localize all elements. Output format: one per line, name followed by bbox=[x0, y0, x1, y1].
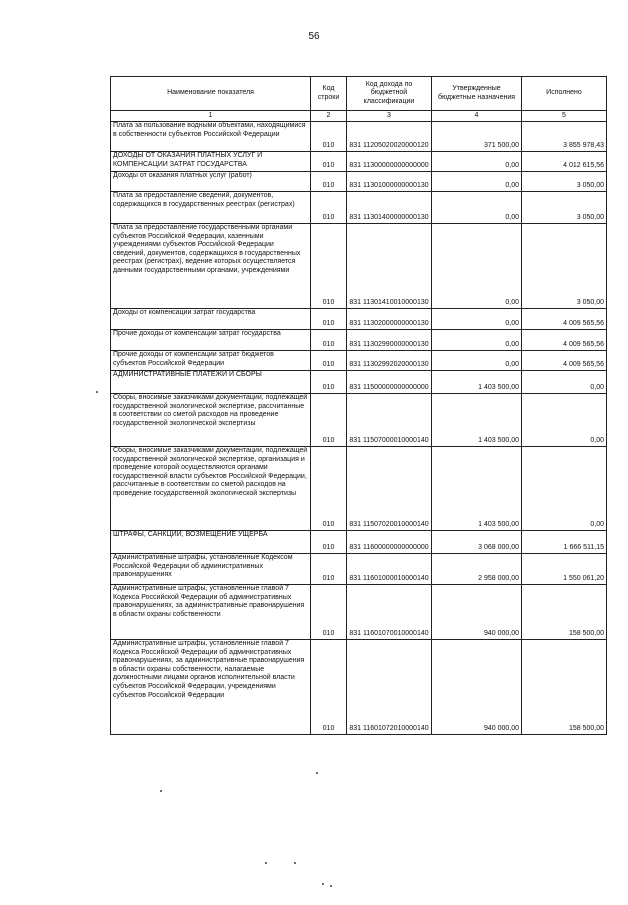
row-code: 010 bbox=[311, 330, 347, 351]
row-name: Плата за пользование водными объектами, находящимися в собственности субъектов Российской Федерации bbox=[111, 122, 311, 152]
row-income-code: 831 11205020020000120 bbox=[347, 122, 432, 152]
column-number-row bbox=[111, 111, 607, 122]
table-row bbox=[111, 371, 607, 394]
row-income-code: 831 11302990000000130 bbox=[347, 330, 432, 351]
table-header-row bbox=[111, 77, 607, 111]
row-income-code: 831 11507000010000140 bbox=[347, 394, 432, 447]
budget-table bbox=[110, 76, 607, 735]
table-row bbox=[111, 309, 607, 330]
row-income-code: 831 11301000000000130 bbox=[347, 172, 432, 192]
row-name: Плата за предоставление сведений, документов, содержащихся в государственных реестрах (регистрах) bbox=[111, 192, 311, 224]
table-row bbox=[111, 585, 607, 640]
column-number: 5 bbox=[522, 111, 607, 122]
row-approved: 0,00 bbox=[432, 172, 522, 192]
row-code: 010 bbox=[311, 122, 347, 152]
row-approved: 0,00 bbox=[432, 351, 522, 371]
page-number: 56 bbox=[308, 31, 320, 42]
row-name: ДОХОДЫ ОТ ОКАЗАНИЯ ПЛАТНЫХ УСЛУГ И КОМПЕНСАЦИИ ЗАТРАТ ГОСУДАРСТВА bbox=[111, 152, 311, 172]
row-income-code: 831 11301410010000130 bbox=[347, 224, 432, 309]
header-approved: Утвержденные бюджетные назначения bbox=[432, 77, 522, 111]
header-name: Наименование показателя bbox=[111, 77, 311, 111]
table-row bbox=[111, 640, 607, 735]
row-income-code: 831 11300000000000000 bbox=[347, 152, 432, 172]
table-row bbox=[111, 224, 607, 309]
row-approved: 0,00 bbox=[432, 309, 522, 330]
row-income-code: 831 11500000000000000 bbox=[347, 371, 432, 394]
row-executed: 0,00 bbox=[522, 394, 607, 447]
row-name: Плата за предоставление государственными органами субъектов Российской Федерации, казенными учреждениями субъектов Российской Федерации сведений, документов, содержащихся в государственных реестрах (регистрах), ведение которых осуществляется данными государственными органами, учреждениями bbox=[111, 224, 311, 309]
row-income-code: 831 11302000000000130 bbox=[347, 309, 432, 330]
row-approved: 940 000,00 bbox=[432, 585, 522, 640]
row-name: Административные штрафы, установленные главой 7 Кодекса Российской Федерации об административных правонарушениях, за административные правонарушения в области охраны собственности bbox=[111, 585, 311, 640]
table-row bbox=[111, 554, 607, 585]
row-approved: 940 000,00 bbox=[432, 640, 522, 735]
header-row-code: Код строки bbox=[311, 77, 347, 111]
row-executed: 3 050,00 bbox=[522, 224, 607, 309]
row-name: Прочие доходы от компенсации затрат бюджетов субъектов Российской Федерации bbox=[111, 351, 311, 371]
table-row bbox=[111, 152, 607, 172]
row-income-code: 831 11507020010000140 bbox=[347, 447, 432, 531]
row-code: 010 bbox=[311, 394, 347, 447]
row-executed: 4 012 615,56 bbox=[522, 152, 607, 172]
scan-speck bbox=[96, 391, 98, 393]
table-row bbox=[111, 330, 607, 351]
row-executed: 3 050,00 bbox=[522, 192, 607, 224]
row-approved: 371 500,00 bbox=[432, 122, 522, 152]
row-name: Прочие доходы от компенсации затрат государства bbox=[111, 330, 311, 351]
row-executed: 0,00 bbox=[522, 371, 607, 394]
row-executed: 158 500,00 bbox=[522, 640, 607, 735]
header-executed: Исполнено bbox=[522, 77, 607, 111]
row-executed: 1 550 061,20 bbox=[522, 554, 607, 585]
column-number: 2 bbox=[311, 111, 347, 122]
row-executed: 4 009 565,56 bbox=[522, 351, 607, 371]
row-name: Административные штрафы, установленные Кодексом Российской Федерации об административных правонарушениях bbox=[111, 554, 311, 585]
row-executed: 3 855 978,43 bbox=[522, 122, 607, 152]
row-name: ШТРАФЫ, САНКЦИИ, ВОЗМЕЩЕНИЕ УЩЕРБА bbox=[111, 531, 311, 554]
row-approved: 0,00 bbox=[432, 330, 522, 351]
row-executed: 158 500,00 bbox=[522, 585, 607, 640]
row-income-code: 831 11601070010000140 bbox=[347, 585, 432, 640]
row-approved: 0,00 bbox=[432, 152, 522, 172]
row-code: 010 bbox=[311, 172, 347, 192]
row-approved: 0,00 bbox=[432, 224, 522, 309]
row-code: 010 bbox=[311, 531, 347, 554]
row-name: Доходы от оказания платных услуг (работ) bbox=[111, 172, 311, 192]
row-income-code: 831 11601072010000140 bbox=[347, 640, 432, 735]
row-executed: 4 009 565,56 bbox=[522, 330, 607, 351]
row-code: 010 bbox=[311, 192, 347, 224]
table-row bbox=[111, 192, 607, 224]
column-number: 3 bbox=[347, 111, 432, 122]
header-income-code: Код дохода по бюджетной классификации bbox=[347, 77, 432, 111]
row-name: Административные штрафы, установленные главой 7 Кодекса Российской Федерации об административных правонарушениях, за административные правонарушения в области охраны собственности, налагаемые должностными лицами органов исполнительной власти субъектов Российской Федерации, учреждениями субъектов Российской Федерации bbox=[111, 640, 311, 735]
table-row bbox=[111, 394, 607, 447]
row-executed: 1 666 511,15 bbox=[522, 531, 607, 554]
scan-speck bbox=[330, 885, 332, 887]
row-code: 010 bbox=[311, 351, 347, 371]
row-executed: 4 009 565,56 bbox=[522, 309, 607, 330]
row-income-code: 831 11301400000000130 bbox=[347, 192, 432, 224]
scan-speck bbox=[294, 862, 296, 864]
table-row bbox=[111, 531, 607, 554]
row-code: 010 bbox=[311, 224, 347, 309]
row-approved: 1 403 500,00 bbox=[432, 394, 522, 447]
row-executed: 0,00 bbox=[522, 447, 607, 531]
row-approved: 1 403 500,00 bbox=[432, 447, 522, 531]
row-code: 010 bbox=[311, 309, 347, 330]
row-approved: 2 958 000,00 bbox=[432, 554, 522, 585]
scan-speck bbox=[316, 772, 318, 774]
row-name: Доходы от компенсации затрат государства bbox=[111, 309, 311, 330]
row-approved: 0,00 bbox=[432, 192, 522, 224]
column-number: 1 bbox=[111, 111, 311, 122]
row-name: АДМИНИСТРАТИВНЫЕ ПЛАТЕЖИ И СБОРЫ bbox=[111, 371, 311, 394]
row-income-code: 831 11302992020000130 bbox=[347, 351, 432, 371]
table-row bbox=[111, 351, 607, 371]
row-code: 010 bbox=[311, 152, 347, 172]
column-number: 4 bbox=[432, 111, 522, 122]
row-executed: 3 050,00 bbox=[522, 172, 607, 192]
row-code: 010 bbox=[311, 640, 347, 735]
row-approved: 3 068 000,00 bbox=[432, 531, 522, 554]
scan-speck bbox=[322, 883, 324, 885]
row-income-code: 831 11600000000000000 bbox=[347, 531, 432, 554]
row-code: 010 bbox=[311, 447, 347, 531]
scan-speck bbox=[160, 790, 162, 792]
table-row bbox=[111, 172, 607, 192]
row-approved: 1 403 500,00 bbox=[432, 371, 522, 394]
row-code: 010 bbox=[311, 585, 347, 640]
row-code: 010 bbox=[311, 371, 347, 394]
table-row bbox=[111, 122, 607, 152]
row-name: Сборы, вносимые заказчиками документации, подлежащей государственной экологической экспертизе, рассчитанные в соответствии со сметой расходов на проведение государственной экологической экспертизы bbox=[111, 394, 311, 447]
scan-speck bbox=[265, 862, 267, 864]
row-income-code: 831 11601000010000140 bbox=[347, 554, 432, 585]
table-row bbox=[111, 447, 607, 531]
row-name: Сборы, вносимые заказчиками документации, подлежащей государственной экологической экспертизе, организация и проведение которой осуществляются органами государственной власти субъектов Российской Федерации, рассчитанные в соответствии со сметой расходов на проведение государственной экологической экспертизы bbox=[111, 447, 311, 531]
row-code: 010 bbox=[311, 554, 347, 585]
